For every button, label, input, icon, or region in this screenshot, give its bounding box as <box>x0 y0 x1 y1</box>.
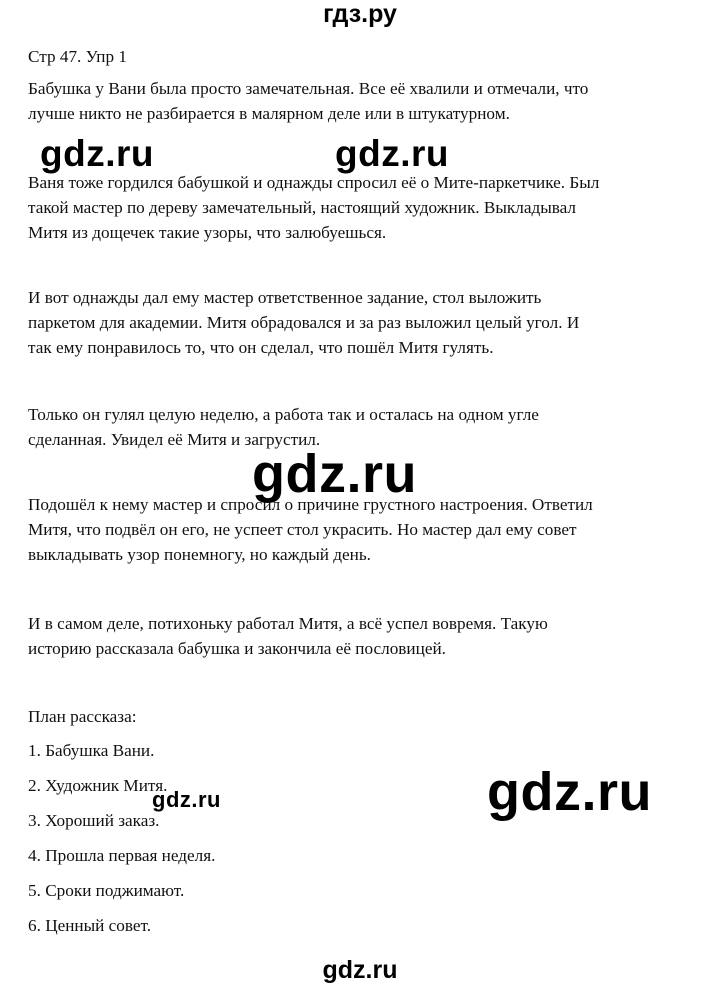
plan-item: 2. Художник Митя. <box>28 776 168 795</box>
plan-item: 3. Хороший заказ. <box>28 811 160 830</box>
paragraph-6: И в самом деле, потихоньку работал Митя, а всё успел вовремя. Такую историю рассказала бабушка и закончила её пословицей. <box>28 614 548 658</box>
paragraph-3: И вот однажды дал ему мастер ответственное задание, стол выложить паркетом для академии. Митя обрадовался и за раз выложил целый угол. И так ему понравилось то, что он сделал, что пошёл Митя гулять. <box>28 288 580 357</box>
site-header-logo[interactable]: гдз.ру <box>323 0 397 28</box>
plan-item: 5. Сроки поджимают. <box>28 881 185 900</box>
plan-item: 1. Бабушка Вани. <box>28 741 155 760</box>
watermark: gdz.ru <box>40 133 154 174</box>
watermark: gdz.ru <box>487 762 652 822</box>
plan-heading: План рассказа: <box>28 707 137 726</box>
paragraph-5: Подошёл к нему мастер и спросил о причине грустного настроения. Ответил Митя, что подвёл он его, не успеет стол украсить. Но мастер дал ему совет выкладывать узор понемногу, но каждый день. <box>28 495 593 564</box>
paragraph-4: Только он гулял целую неделю, а работа так и осталась на одном угле сделанная. Увидел её Митя и загрустил. <box>28 405 539 449</box>
footer-watermark: gdz.ru <box>322 956 398 984</box>
paragraph-2: Ваня тоже гордился бабушкой и однажды спросил её о Мите-паркетчике. Был такой мастер по дереву замечательный, настоящий художник. Выкладывал Митя из дощечек такие узоры, что залюбуешься. <box>28 173 600 242</box>
watermark: gdz.ru <box>152 787 221 812</box>
plan-item: 6. Ценный совет. <box>28 916 152 935</box>
paragraph-1: Бабушка у Вани была просто замечательная. Все её хвалили и отмечали, что лучше никто не разбирается в малярном деле или в штукатурном. <box>28 79 589 123</box>
watermark: gdz.ru <box>335 133 449 174</box>
exercise-title: Стр 47. Упр 1 <box>28 47 127 66</box>
plan-item: 4. Прошла первая неделя. <box>28 846 216 865</box>
watermark: gdz.ru <box>252 444 417 504</box>
